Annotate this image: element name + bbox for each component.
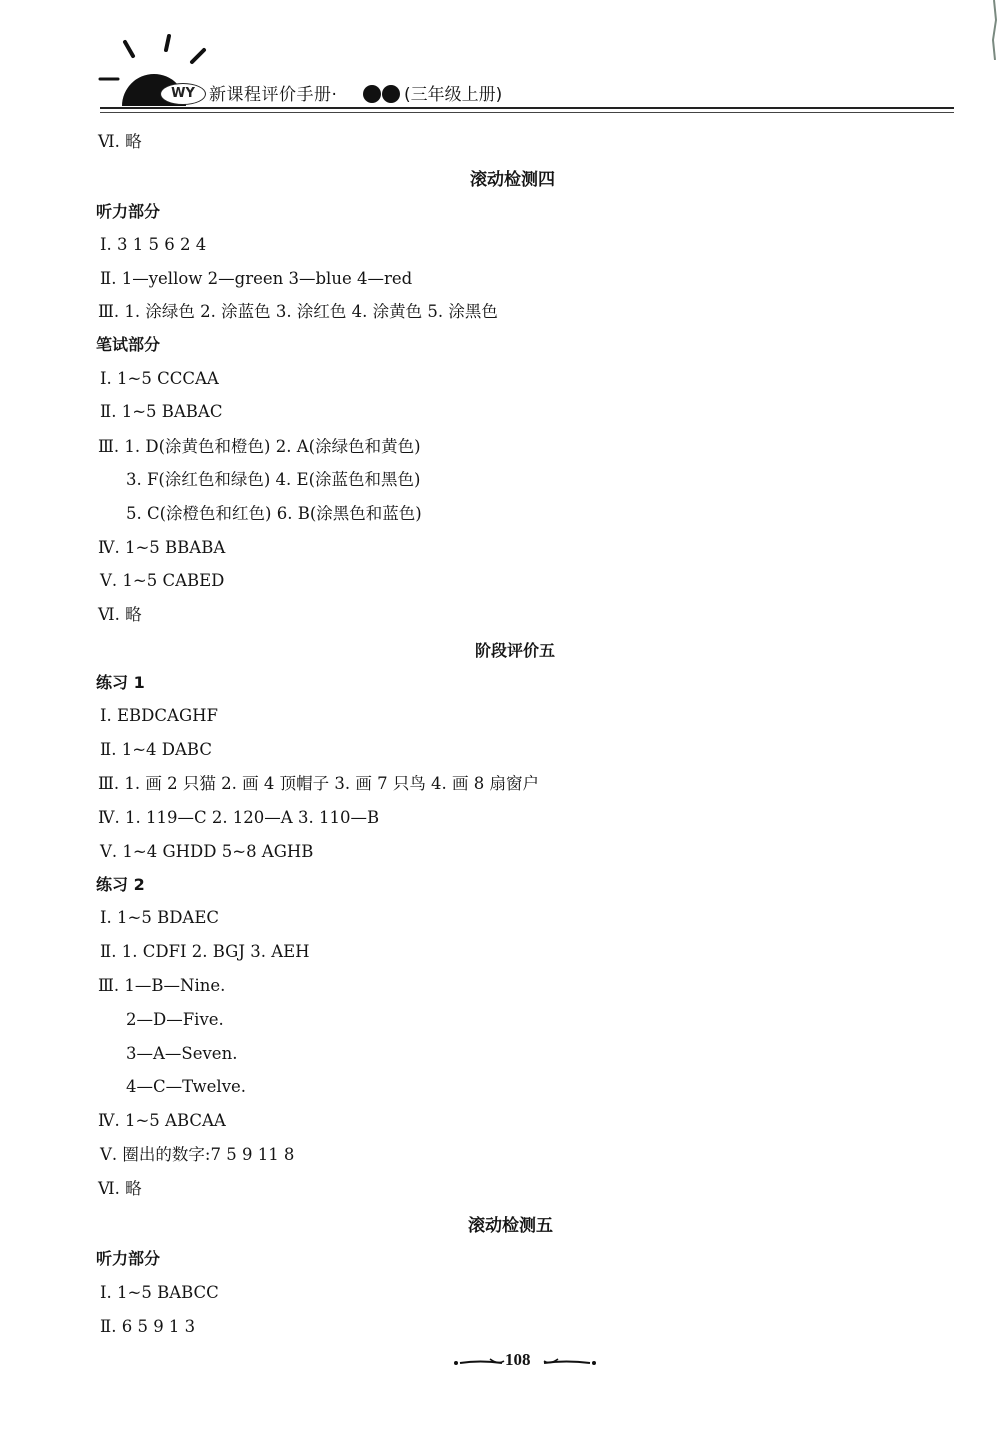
- answer-line: Ⅳ. 1. 119—C 2. 120—A 3. 110—B: [98, 808, 380, 827]
- answer-line: Ⅱ. 6 5 9 1 3: [100, 1317, 196, 1336]
- answer-line: Ⅲ. 1. 画 2 只猫 2. 画 4 顶帽子 3. 画 7 只鸟 4. 画 8 扇窗户: [98, 774, 540, 793]
- answer-line: Ⅲ. 1. 涂绿色 2. 涂蓝色 3. 涂红色 4. 涂黄色 5. 涂黑色: [98, 302, 498, 321]
- part-heading: 听力部分: [96, 1249, 161, 1268]
- answer-line: Ⅲ. 1—B—Nine.: [98, 976, 226, 995]
- answer-line: Ⅰ. EBDCAGHF: [100, 706, 218, 725]
- answer-line: Ⅵ. 略: [98, 605, 142, 624]
- part-heading: 听力部分: [96, 202, 161, 221]
- grade-label: (三年级上册): [404, 85, 503, 105]
- answer-line: 3—A—Seven.: [126, 1044, 238, 1063]
- section-title: 滚动检测五: [468, 1216, 553, 1236]
- answer-line: 3. F(涂红色和绿色) 4. E(涂蓝色和黑色): [126, 470, 421, 489]
- answer-line: Ⅵ. 略: [98, 132, 142, 151]
- answer-line: Ⅵ. 略: [98, 1179, 142, 1198]
- double-dot-icon: [362, 84, 404, 104]
- answer-line: Ⅱ. 1~4 DABC: [100, 740, 212, 759]
- answer-line: Ⅴ. 1~5 CABED: [100, 571, 225, 590]
- page-edge-mark: [980, 0, 1000, 60]
- answer-line: Ⅳ. 1~5 ABCAA: [98, 1111, 226, 1130]
- answer-line: Ⅴ. 圈出的数字:7 5 9 11 8: [100, 1145, 295, 1164]
- part-heading: 笔试部分: [96, 335, 161, 354]
- answer-line: Ⅱ. 1~5 BABAC: [100, 402, 223, 421]
- exercise-heading: 练习 2: [96, 875, 145, 894]
- answer-line: Ⅴ. 1~4 GHDD 5~8 AGHB: [100, 842, 314, 861]
- page-number: 108: [505, 1350, 531, 1369]
- answer-line: Ⅳ. 1~5 BBABA: [98, 538, 226, 557]
- header-divider-thin: [100, 112, 954, 113]
- answer-line: Ⅰ. 3 1 5 6 2 4: [100, 235, 207, 254]
- exercise-heading: 练习 1: [96, 673, 145, 692]
- section-title: 阶段评价五: [475, 641, 556, 660]
- answer-line: Ⅲ. 1. D(涂黄色和橙色) 2. A(涂绿色和黄色): [98, 437, 421, 456]
- answer-line: Ⅰ. 1~5 BDAEC: [100, 908, 220, 927]
- section-title: 滚动检测四: [470, 170, 555, 190]
- answer-line: 2—D—Five.: [126, 1010, 224, 1029]
- answer-line: 5. C(涂橙色和红色) 6. B(涂黑色和蓝色): [126, 504, 422, 523]
- answer-line: Ⅱ. 1—yellow 2—green 3—blue 4—red: [100, 269, 413, 288]
- answer-line: Ⅰ. 1~5 BABCC: [100, 1283, 219, 1302]
- book-title: 新课程评价手册·: [209, 85, 338, 105]
- answer-line: 4—C—Twelve.: [126, 1077, 247, 1096]
- header-divider: [100, 107, 954, 109]
- page-header: [0, 0, 1000, 125]
- answer-line: Ⅱ. 1. CDFI 2. BGJ 3. AEH: [100, 942, 310, 961]
- answer-line: Ⅰ. 1~5 CCCAA: [100, 369, 219, 388]
- brand-badge: WY: [160, 83, 206, 105]
